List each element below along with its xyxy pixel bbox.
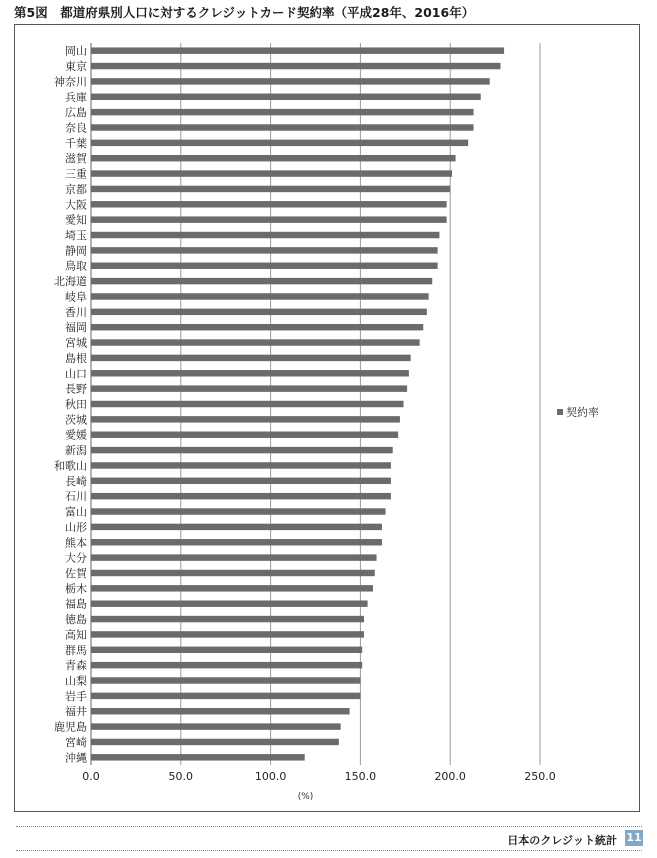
bar xyxy=(91,339,420,345)
bar xyxy=(91,109,474,115)
bar xyxy=(91,385,407,391)
bar xyxy=(91,585,373,591)
y-category-label: 新潟 xyxy=(65,444,87,458)
bar xyxy=(91,247,438,253)
y-category-label: 岡山 xyxy=(65,44,87,58)
y-category-label: 富山 xyxy=(65,505,87,519)
y-category-label: 北海道 xyxy=(54,275,87,289)
bar xyxy=(91,263,438,269)
bar xyxy=(91,708,350,714)
x-tick-label: 200.0 xyxy=(434,770,466,783)
y-category-label: 栃木 xyxy=(65,582,87,596)
bar xyxy=(91,462,391,468)
y-category-label: 石川 xyxy=(65,490,87,504)
bar xyxy=(91,554,377,560)
bar xyxy=(91,186,450,192)
y-category-label: 静岡 xyxy=(65,244,87,258)
y-category-label: 香川 xyxy=(65,305,87,319)
bar xyxy=(91,447,393,453)
chart-frame xyxy=(14,24,640,812)
y-category-label: 東京 xyxy=(65,60,87,74)
bar xyxy=(91,124,474,130)
x-tick-label: 250.0 xyxy=(524,770,556,783)
y-category-label: 兵庫 xyxy=(65,90,87,104)
page-number: 11 xyxy=(626,831,642,844)
bar xyxy=(91,324,423,330)
x-tick-label: 0.0 xyxy=(82,770,100,783)
x-tick-label: 50.0 xyxy=(168,770,194,783)
y-category-label: 滋賀 xyxy=(65,152,87,166)
y-category-label: 群馬 xyxy=(65,643,87,657)
y-category-label: 山梨 xyxy=(65,674,87,688)
y-category-label: 茨城 xyxy=(65,413,87,427)
bar xyxy=(91,647,362,653)
bar xyxy=(91,478,391,484)
footer-divider-bottom xyxy=(16,850,642,851)
bar xyxy=(91,600,368,606)
y-category-label: 京都 xyxy=(65,182,87,196)
bar xyxy=(91,170,452,176)
footer-publication: 日本のクレジット統計 xyxy=(507,834,617,847)
bar xyxy=(91,47,504,53)
y-category-label: 福井 xyxy=(65,705,87,719)
bar xyxy=(91,355,411,361)
bar xyxy=(91,616,364,622)
bar xyxy=(91,370,409,376)
bar xyxy=(91,524,382,530)
y-category-label: 青森 xyxy=(65,659,87,673)
y-category-label: 宮崎 xyxy=(65,735,87,749)
y-category-label: 福島 xyxy=(65,597,87,611)
x-axis-label: (%) xyxy=(297,792,314,802)
y-category-label: 和歌山 xyxy=(54,459,87,473)
bar xyxy=(91,155,456,161)
y-category-label: 沖縄 xyxy=(65,751,87,765)
y-category-label: 千葉 xyxy=(65,136,87,150)
bar xyxy=(91,508,386,514)
legend-label: 契約率 xyxy=(566,406,599,419)
y-category-label: 熊本 xyxy=(65,536,87,550)
y-category-label: 高知 xyxy=(65,628,87,642)
y-category-label: 三重 xyxy=(65,167,87,181)
bar xyxy=(91,401,404,407)
bar xyxy=(91,739,339,745)
y-category-label: 広島 xyxy=(65,106,87,120)
y-category-label: 埼玉 xyxy=(65,229,87,243)
y-category-label: 鳥取 xyxy=(65,259,87,273)
bar xyxy=(91,570,375,576)
x-tick-label: 100.0 xyxy=(254,770,287,783)
bar xyxy=(91,278,432,284)
y-category-label: 島根 xyxy=(65,351,87,365)
bar xyxy=(91,677,360,683)
y-category-label: 岩手 xyxy=(65,689,87,703)
y-category-label: 愛知 xyxy=(65,213,87,227)
bar xyxy=(91,201,447,207)
bar xyxy=(91,754,305,760)
chart-title: 第5図 都道府県別人口に対するクレジットカード契約率（平成28年、2016年） xyxy=(14,5,475,20)
y-category-label: 秋田 xyxy=(65,398,87,411)
y-category-label: 山口 xyxy=(65,367,87,381)
y-category-label: 長崎 xyxy=(65,474,87,488)
legend-swatch xyxy=(557,409,563,415)
bar xyxy=(91,431,398,437)
bar xyxy=(91,232,439,238)
bar xyxy=(91,216,447,222)
y-category-label: 長野 xyxy=(65,382,87,396)
bar xyxy=(91,539,382,545)
bar xyxy=(91,309,427,315)
bar xyxy=(91,63,500,69)
bar xyxy=(91,693,360,699)
bar xyxy=(91,293,429,299)
bar xyxy=(91,78,490,84)
bar xyxy=(91,416,400,422)
bar xyxy=(91,94,481,100)
y-category-label: 奈良 xyxy=(65,121,87,135)
y-category-label: 徳島 xyxy=(65,613,87,627)
bar xyxy=(91,493,391,499)
x-tick-label: 150.0 xyxy=(344,770,377,783)
y-category-label: 岐阜 xyxy=(65,290,87,304)
bar xyxy=(91,631,364,637)
footer-divider-top xyxy=(16,826,642,827)
y-category-label: 大阪 xyxy=(65,198,87,212)
y-category-label: 鹿児島 xyxy=(54,720,87,734)
y-category-label: 福岡 xyxy=(65,321,87,335)
y-category-label: 佐賀 xyxy=(65,566,87,580)
bar-chart xyxy=(15,25,639,811)
y-category-label: 宮城 xyxy=(65,336,87,350)
y-category-label: 神奈川 xyxy=(54,75,87,89)
y-category-label: 山形 xyxy=(65,520,87,534)
bar xyxy=(91,662,362,668)
bar xyxy=(91,723,341,729)
y-category-label: 愛媛 xyxy=(65,428,87,442)
y-category-label: 大分 xyxy=(65,551,87,565)
bar xyxy=(91,140,468,146)
